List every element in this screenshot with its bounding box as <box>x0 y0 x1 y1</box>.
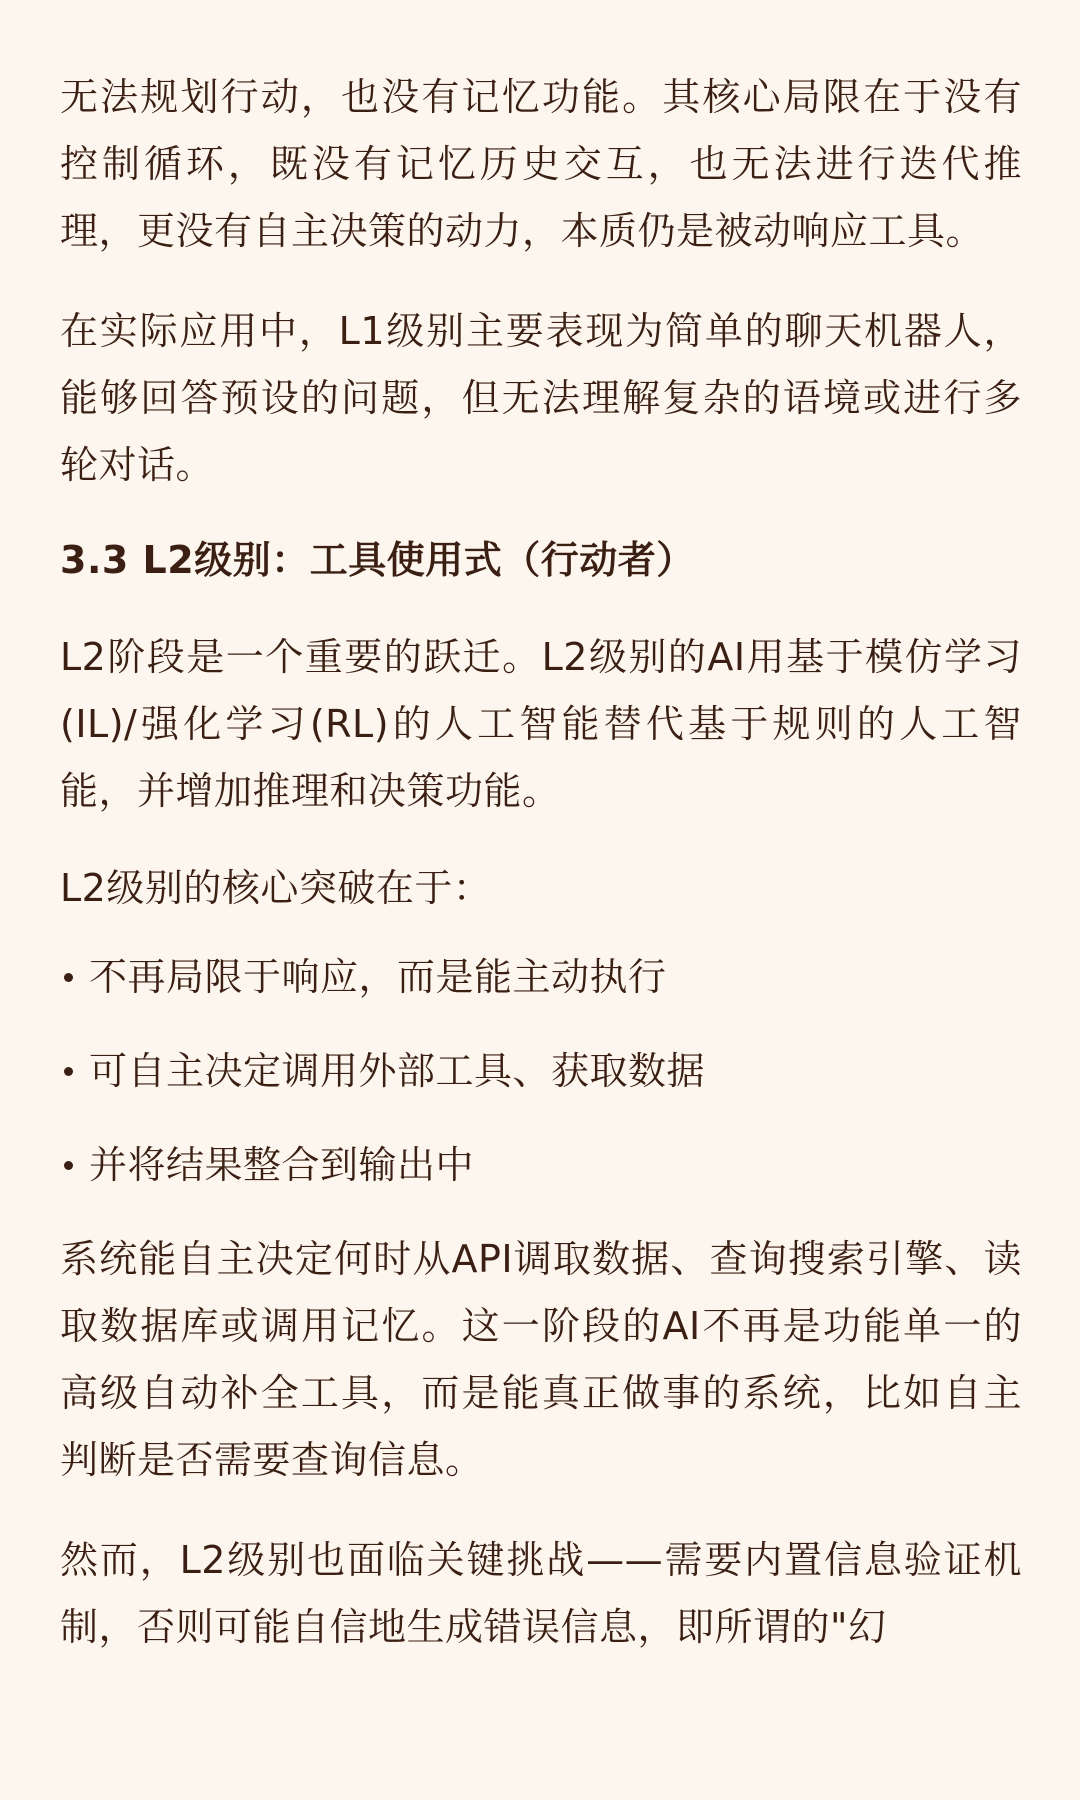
bullet-icon <box>64 1161 73 1170</box>
breakthrough-list <box>60 944 1022 1199</box>
paragraph-l2-intro: L2阶段是一个重要的跃迁。L2级别的AI用基于模仿学习(IL)/强化学习(RL)的人工智能替代基于规则的人工智能，并增加推理和决策功能。 <box>60 635 1022 813</box>
section-heading-l2: 3.3 L2级别：工具使用式（行动者） <box>60 538 695 582</box>
list-item-text: 并将结果整合到输出中 <box>89 1143 475 1187</box>
list-item <box>60 1038 1022 1105</box>
paragraph-l2-challenge: 然而，L2级别也面临关键挑战——需要内置信息验证机制，否则可能自信地生成错误信息，即所谓的"幻 <box>60 1538 1022 1649</box>
list-item-text: 可自主决定调用外部工具、获取数据 <box>89 1049 706 1093</box>
paragraph-l2-breakthrough: L2级别的核心突破在于： <box>60 866 492 910</box>
list-item <box>60 944 1022 1011</box>
bullet-icon <box>64 1067 73 1076</box>
paragraph-l1-limitations: 无法规划行动，也没有记忆功能。其核心局限在于没有控制循环，既没有记忆历史交互，也无法进行迭代推理，更没有自主决策的动力，本质仍是被动响应工具。 <box>60 75 1022 253</box>
bullet-icon <box>64 973 73 982</box>
list-item <box>60 1132 1022 1199</box>
paragraph-l2-system: 系统能自主决定何时从API调取数据、查询搜索引擎、读取数据库或调用记忆。这一阶段的AI不再是功能单一的高级自动补全工具，而是能真正做事的系统，比如自主判断是否需要查询信息。 <box>60 1237 1022 1482</box>
paragraph-l1-application: 在实际应用中，L1级别主要表现为简单的聊天机器人，能够回答预设的问题，但无法理解复杂的语境或进行多轮对话。 <box>60 309 1022 487</box>
list-item-text: 不再局限于响应，而是能主动执行 <box>89 955 667 999</box>
